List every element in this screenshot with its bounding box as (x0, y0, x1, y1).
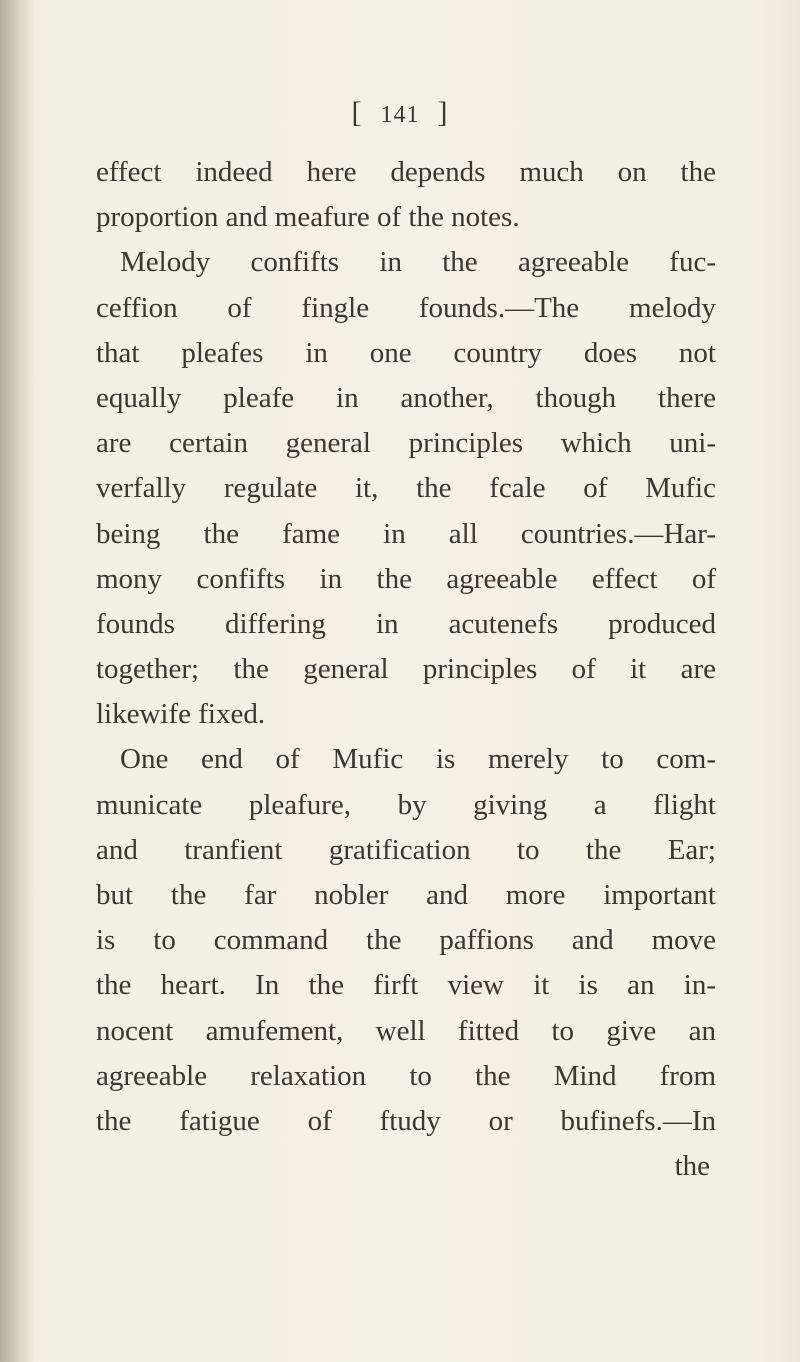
text-line: founds differing in acutenefs produced (96, 607, 716, 640)
text-line: but the far nobler and more important (96, 879, 716, 911)
text-line: verfally regulate it, the fcale of Mufic (96, 472, 716, 505)
text-line: municate pleafure, by giving a flight (96, 788, 716, 821)
text-line: and tranfient gratification to the Ear; (96, 833, 716, 866)
page-number: 141 (380, 102, 420, 128)
body-text (96, 150, 716, 1189)
text-line: effect indeed here depends much on the (96, 156, 716, 188)
gutter-shadow (0, 0, 34, 1362)
text-line: Melody confifts in the agreeable fuc- (120, 246, 716, 279)
text-line: are certain general principles which uni- (96, 427, 716, 460)
text-line: being the fame in all countries.—Har- (96, 517, 716, 550)
text-line: agreeable relaxation to the Mind from (96, 1059, 716, 1092)
text-line: is to command the paffions and move (96, 924, 716, 957)
text-line: nocent amufement, well fitted to give an (96, 1014, 716, 1047)
text-line: equally pleafe in another, though there (96, 381, 716, 414)
text-line: that pleafes in one country does not (96, 336, 716, 369)
catchword: the (674, 1150, 710, 1183)
header-close-bracket: ] (437, 96, 449, 129)
text-line: One end of Mufic is merely to com- (120, 743, 716, 776)
text-line: together; the general principles of it are (96, 653, 716, 686)
text-line: ceffion of fingle founds.—The melody (96, 291, 716, 324)
text-line: mony confifts in the agreeable effect of (96, 562, 716, 595)
text-line: likewife fixed. (96, 698, 266, 731)
text-line: proportion and meafure of the notes. (96, 201, 520, 234)
header-open-bracket: [ (351, 96, 363, 129)
page-header (0, 96, 800, 130)
text-line: the heart. In the firft view it is an in- (96, 969, 716, 1002)
text-line: the fatigue of ftudy or bufinefs.—In (96, 1104, 716, 1137)
